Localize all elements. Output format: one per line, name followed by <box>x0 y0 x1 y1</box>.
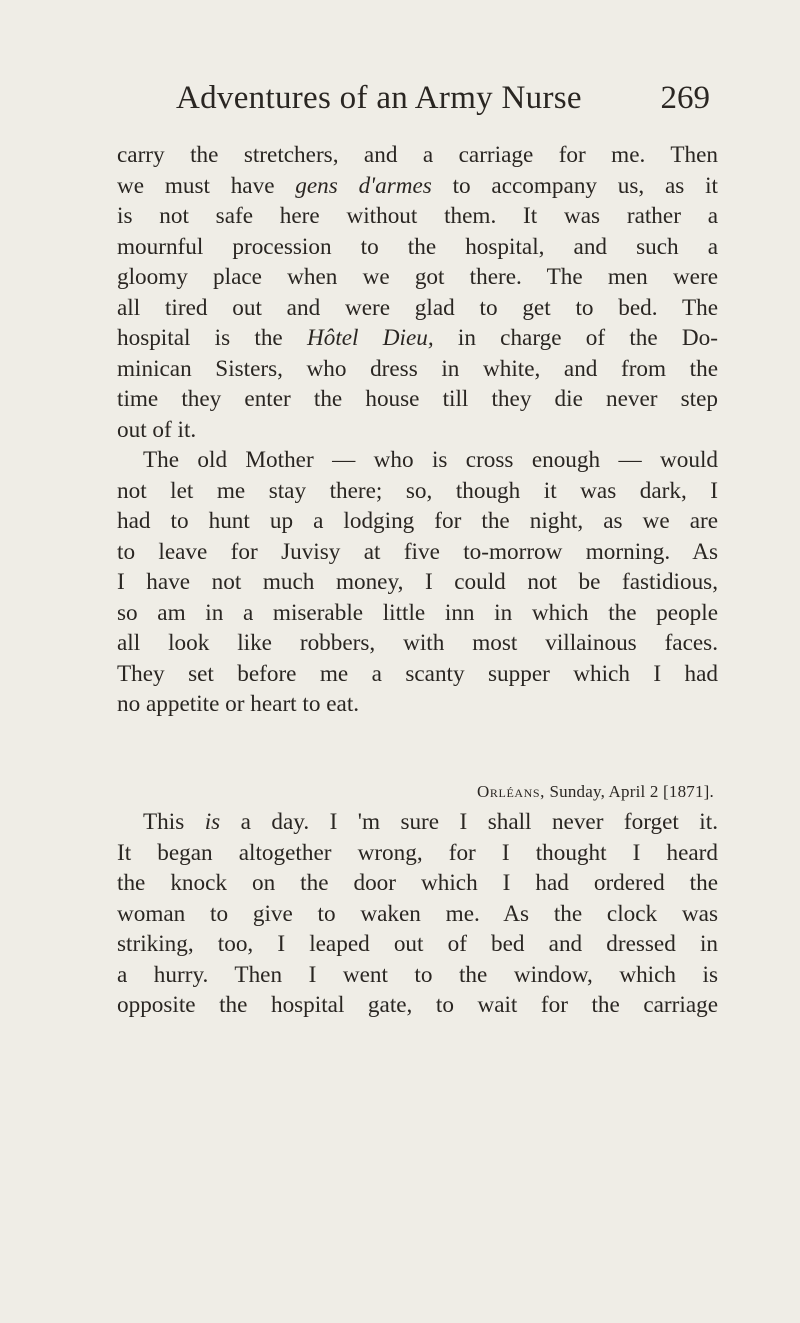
entry-dateline <box>117 777 718 807</box>
text-line: woman to give to waken me. As the clock was <box>117 900 718 927</box>
text-line: minican Sisters, who dress in white, and from the <box>117 355 718 382</box>
text-line: had to hunt up a lodging for the night, as we are <box>117 508 718 534</box>
page-header <box>176 80 710 126</box>
text-line: gloomy place when we got there. The men were <box>117 264 718 290</box>
text-line: They set before me a scanty supper which I had <box>117 660 718 687</box>
text-line: a hurry. Then I went to the window, which is <box>117 961 718 988</box>
text-line <box>117 323 718 354</box>
text-line <box>117 807 718 838</box>
text-fragment: a day. I 'm sure I shall never forget it. <box>220 809 718 835</box>
text-line: not let me stay there; so, though it was dark, I <box>117 477 718 504</box>
text-line: all look like robbers, with most villainous faces. <box>117 630 718 656</box>
text-line: mournful procession to the hospital, and such a <box>117 233 718 260</box>
text-line: time they enter the house till they die never step <box>117 386 718 412</box>
text-line: It began altogether wrong, for I thought I heard <box>117 839 718 866</box>
text-line: out of it. <box>117 416 197 443</box>
diary-entry <box>117 777 718 1021</box>
text-line <box>117 171 718 202</box>
italic-phrase: Hôtel Dieu, <box>306 325 434 351</box>
text-line: striking, too, I leaped out of bed and dressed in <box>117 931 718 957</box>
paragraph-1 <box>117 140 718 445</box>
entry-place: Orléans, <box>477 782 546 801</box>
text-line: I have not much money, I could not be fastidious, <box>117 569 718 595</box>
page-number: 269 <box>660 80 710 116</box>
text-line: the knock on the door which I had ordered the <box>117 870 718 896</box>
text-fragment: This <box>143 809 205 835</box>
text-fragment: we must have <box>117 172 296 199</box>
text-line: opposite the hospital gate, to wait for the carriage <box>117 992 718 1018</box>
text-line: so am in a miserable little inn in which the people <box>117 599 718 626</box>
text-line: carry the stretchers, and a carriage for me. Then <box>117 142 718 168</box>
paragraph-2 <box>117 445 718 720</box>
text-line: all tired out and were glad to get to bed. The <box>117 294 718 321</box>
text-line: no appetite or heart to eat. <box>117 691 360 717</box>
entry-date: Sunday, April 2 [1871]. <box>545 782 714 801</box>
running-title: Adventures of an Army Nurse <box>176 80 582 116</box>
text-fragment: in charge of the Do- <box>433 325 718 351</box>
text-fragment: to accompany us, as it <box>431 172 718 199</box>
text-fragment: hospital is the <box>117 325 307 351</box>
text-line: is not safe here without them. It was rather a <box>117 203 718 229</box>
text-line: The old Mother — who is cross enough — would <box>143 447 718 473</box>
text-line: to leave for Juvisy at five to-morrow morning. As <box>117 538 718 565</box>
italic-phrase: gens d'armes <box>295 172 432 199</box>
italic-word: is <box>204 809 221 835</box>
